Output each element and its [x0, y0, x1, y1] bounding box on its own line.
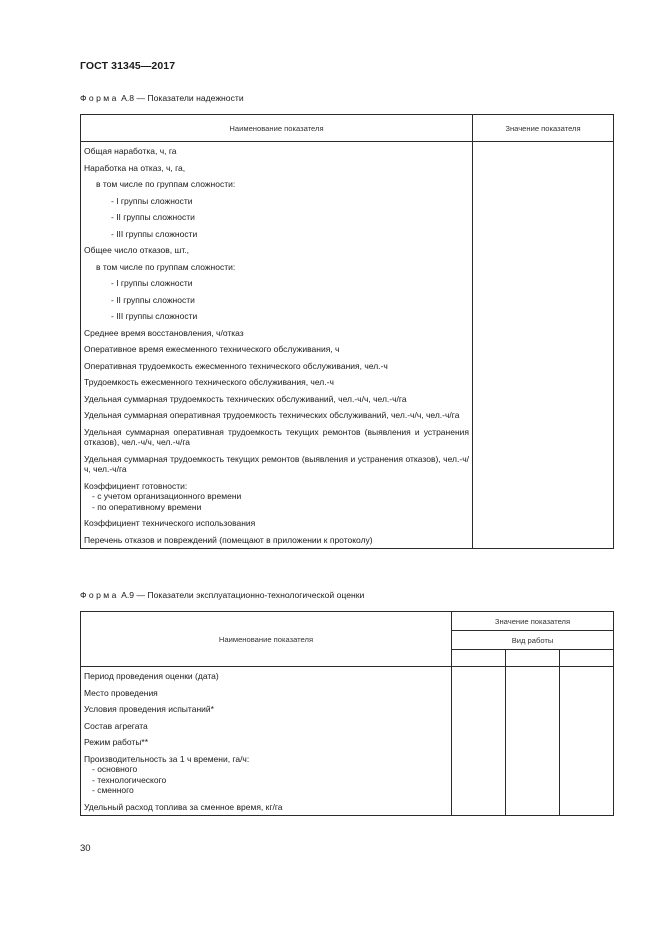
- form-a8-row: [81, 325, 472, 342]
- form-a9-body-row: [81, 667, 614, 816]
- form-a9-header-row-1: [81, 612, 614, 631]
- form-a8-row-label: Общее число отказов, шт.,: [84, 245, 189, 255]
- form-a9-row: [81, 734, 451, 751]
- form-a9-work-col-2: [506, 650, 560, 667]
- form-a8-row-label: - I группы сложности: [111, 278, 193, 288]
- form-a9-row-label: Место проведения: [84, 687, 158, 698]
- form-a8-row-label: Оперативная трудоемкость ежесменного технического обслуживания, чел.-ч: [84, 360, 388, 371]
- form-a8-row: [81, 451, 472, 478]
- form-a8-row-label: Коэффициент технического использования: [84, 518, 256, 528]
- form-a9-row-sublabel: - сменного: [92, 785, 134, 795]
- form-a8-row-label: Оперативное время ежесменного технического обслуживания, ч: [84, 344, 340, 354]
- form-a9-table: [80, 611, 614, 816]
- form-a8-row: [81, 424, 472, 451]
- form-a8-row-label: Удельная суммарная трудоемкость технических обслуживаний, чел.-ч/ч, чел.-ч/га: [84, 393, 407, 404]
- form-a9-title-text: А.9 — Показатели эксплуатационно-технологической оценки: [118, 590, 365, 600]
- form-a9-row: [81, 718, 451, 735]
- form-a9-title: [80, 590, 364, 600]
- form-a9-row: [81, 668, 451, 685]
- form-a8-row-label: Среднее время восстановления, ч/отказ: [84, 327, 244, 338]
- form-a8-row-label: Перечень отказов и повреждений (помещают в приложении к протоколу): [84, 534, 373, 545]
- form-a8-title-word: Форма: [80, 93, 119, 103]
- form-a9-header-work: Вид работы: [452, 631, 614, 650]
- form-a8-row: [81, 226, 472, 243]
- form-a9-values-col-2: [506, 667, 560, 816]
- form-a8-row-label: - III группы сложности: [111, 311, 198, 321]
- form-a8-row: [81, 209, 472, 226]
- form-a9-row-label: Производительность за 1 ч времени, га/ч:: [84, 753, 250, 764]
- form-a9-header-name: Наименование показателя: [81, 612, 452, 667]
- form-a8-row-label: Общая наработка, ч, га: [84, 146, 177, 156]
- page-number: 30: [80, 843, 91, 854]
- form-a8-row: [81, 532, 472, 549]
- form-a8-header-name: Наименование показателя: [81, 115, 473, 142]
- form-a8-row: [81, 143, 472, 160]
- form-a8-row: [81, 407, 472, 424]
- form-a8-names-cell: [81, 142, 473, 549]
- form-a8-header-row: [81, 115, 614, 142]
- form-a8-row-label: - II группы сложности: [111, 294, 195, 305]
- form-a8-row: [81, 259, 472, 276]
- form-a9-work-col-3: [560, 650, 614, 667]
- form-a9-names-cell: [81, 667, 452, 816]
- form-a8-row-label: Удельная суммарная оперативная трудоемкость текущих ремонтов (выявления и устранения отказов), чел.-ч/ч, чел.-ч/га: [84, 426, 469, 447]
- form-a8-row-sublabel: - по оперативному времени: [92, 501, 202, 512]
- form-a8-values-cell: [473, 142, 614, 549]
- form-a8-row-label: - II группы сложности: [111, 212, 195, 222]
- form-a9-row-label: Режим работы**: [84, 737, 149, 747]
- form-a9-row: [81, 799, 451, 816]
- form-a8-row: [81, 341, 472, 358]
- form-a8-row-label: Удельная суммарная оперативная трудоемкость технических обслуживаний, чел.-ч/ч, чел.-ч/га: [84, 410, 460, 420]
- form-a9-row: [81, 751, 451, 799]
- form-a8-title-text: А.8 — Показатели надежности: [118, 93, 244, 103]
- form-a8-row: [81, 193, 472, 210]
- form-a9-row-sublabel: - основного: [92, 764, 138, 774]
- form-a9-header-value: Значение показателя: [452, 612, 614, 631]
- form-a8-row: [81, 160, 472, 177]
- form-a8-row: [81, 242, 472, 259]
- form-a9-work-col-1: [452, 650, 506, 667]
- form-a9-row: [81, 685, 451, 702]
- form-a8-row-label: Наработка на отказ, ч, га,: [84, 162, 186, 173]
- form-a8-row-sublabel: - с учетом организационного времени: [92, 491, 242, 501]
- form-a8-row: [81, 292, 472, 309]
- form-a9-row-label: Условия проведения испытаний*: [84, 704, 214, 714]
- form-a8-row: [81, 308, 472, 325]
- form-a9-values-col-3: [560, 667, 614, 816]
- form-a8-row: [81, 374, 472, 391]
- form-a8-row: [81, 358, 472, 375]
- form-a8-row: [81, 391, 472, 408]
- form-a9-title-word: Форма: [80, 590, 119, 600]
- form-a9-row-label: Период проведения оценки (дата): [84, 671, 219, 681]
- form-a8-row-label: Трудоемкость ежесменного технического обслуживания, чел.-ч: [84, 377, 334, 387]
- form-a8-row-label: в том числе по группам сложности:: [96, 179, 236, 189]
- form-a8-row-label: в том числе по группам сложности:: [96, 261, 236, 272]
- form-a8-row-label: Коэффициент готовности:: [84, 480, 188, 491]
- form-a8-body-row: [81, 142, 614, 549]
- form-a8-row: [81, 176, 472, 193]
- form-a8-row: [81, 275, 472, 292]
- form-a9-values-col-1: [452, 667, 506, 816]
- form-a8-row: [81, 478, 472, 516]
- form-a9-row: [81, 701, 451, 718]
- form-a8-row-label: - I группы сложности: [111, 195, 193, 206]
- form-a8-title: [80, 93, 244, 103]
- form-a8-row-label: Удельная суммарная трудоемкость текущих ремонтов (выявления и устранения отказов), чел.-ч/ч, чел.-ч/га: [84, 453, 469, 474]
- form-a8-row-label: - III группы сложности: [111, 228, 198, 239]
- form-a9-row-label: Состав агрегата: [84, 720, 148, 731]
- document-code: ГОСТ 31345—2017: [80, 60, 176, 72]
- form-a8-table: [80, 114, 614, 549]
- form-a8-row: [81, 515, 472, 532]
- form-a8-header-value: Значение показателя: [473, 115, 614, 142]
- form-a9-row-label: Удельный расход топлива за сменное время, кг/га: [84, 801, 283, 812]
- form-a9-row-sublabel: - технологического: [92, 774, 167, 785]
